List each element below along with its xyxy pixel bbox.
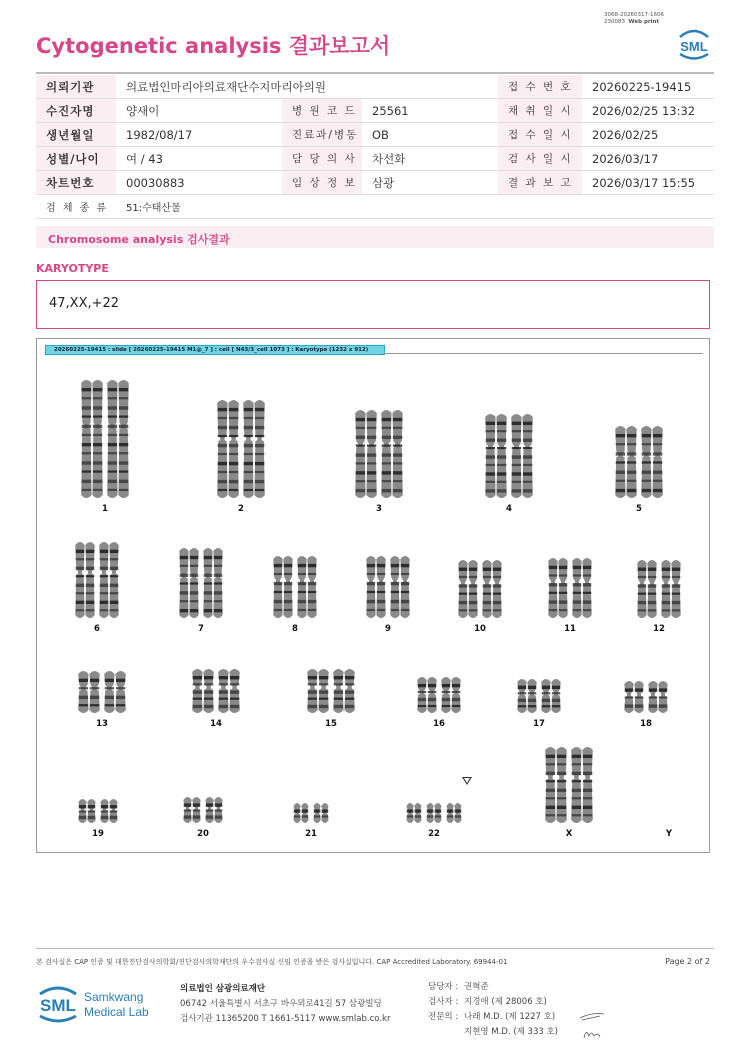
chromosome-2 [217, 400, 239, 498]
specimen-value: 51:수태산물 [116, 195, 714, 219]
info-label: 차트번호 [36, 171, 116, 195]
chromosome-label: 3 [376, 504, 382, 514]
chromosome-8 [273, 556, 292, 618]
chromosome-label: 12 [653, 624, 665, 634]
chromosome-label: 11 [564, 624, 576, 634]
chromosome-label: 19 [92, 829, 104, 839]
info-label: 채 취 일 시 [498, 99, 582, 123]
patient-info-table [36, 75, 714, 219]
organization-info: 의료법인 삼광의료재단 06742 서울특별시 서초구 바우뫼로41길 57 삼광빌딩 검사기관 11365200 T 1661-5117 www.smlab.co.kr [180, 984, 391, 1024]
info-label: 의뢰기관 [36, 75, 116, 99]
info-value: 의료법인마리아의료재단수지마리아의원 [116, 75, 498, 99]
info-label: 병 원 코 드 [282, 99, 362, 123]
image-caption-bar: 20260225-19415 : slide [ 20260225-19415 M1@_7 ] : cell [ N43/3_cell 1073 ] : Karyotype (1232 x 912) [45, 345, 385, 355]
page-title: Cytogenetic analysis 결과보고서 [36, 34, 391, 58]
svg-text:SML: SML [40, 996, 76, 1015]
info-value: 20260225-19415 [582, 75, 714, 99]
chromosome-label: 4 [506, 504, 512, 514]
chromosome-12 [661, 560, 680, 618]
chromosome-22 [446, 803, 461, 823]
info-row [36, 171, 714, 195]
chromosome-3 [355, 410, 377, 498]
chromosome-label: 9 [385, 624, 391, 634]
chromosome-22 [426, 803, 441, 823]
chromosome-1 [107, 380, 129, 498]
staff-entry: 지현영 M.D. (제 333 호) [464, 1027, 559, 1037]
chromosome-label: 14 [210, 719, 222, 729]
chromosome-2 [243, 400, 265, 498]
chromosome-15 [333, 669, 355, 713]
chromosome-label: 2 [238, 504, 244, 514]
chromosome-label: 18 [640, 719, 652, 729]
certification-text: 본 검사실은 CAP 인증 및 대한진단검사의학회/진단검사의학재단의 우수검사실 신임 인증을 받은 검사실입니다. CAP Accredited Laboratory. 69944-01 [36, 958, 508, 966]
info-value: 25561 [362, 99, 498, 123]
info-value: 여 / 43 [116, 147, 282, 171]
chromosome-label: 22 [428, 829, 440, 839]
chromosome-14 [218, 669, 240, 713]
info-value: OB [362, 123, 498, 147]
chromosome-18 [624, 681, 643, 713]
report-code: 3068-20260317-1606 230083 Web print [604, 12, 664, 25]
info-label: 생년월일 [36, 123, 116, 147]
info-label: 접 수 번 호 [498, 75, 582, 99]
info-label: 검 사 일 시 [498, 147, 582, 171]
chromosome-6 [75, 542, 94, 618]
signature-icon [578, 1010, 608, 1042]
staff-entry: 담당자 : 권혁준 [428, 982, 489, 992]
chromosome-5 [641, 426, 663, 498]
chromosome-15 [307, 669, 329, 713]
chromosome-11 [572, 558, 591, 618]
chromosome-label: 13 [96, 719, 108, 729]
chromosome-label: X [565, 829, 573, 839]
info-row [36, 147, 714, 171]
chromosome-20 [205, 797, 222, 823]
chromosome-label: 7 [198, 624, 204, 634]
chromosome-1 [81, 380, 103, 498]
info-label: 담 당 의 사 [282, 147, 362, 171]
karyogram [37, 339, 709, 852]
chromosome-17 [541, 679, 560, 713]
extra-chromosome-marker-icon [462, 777, 472, 785]
chromosome-19 [78, 799, 95, 823]
page-number: Page 2 of 2 [665, 957, 710, 966]
footer-divider [36, 948, 714, 949]
chromosome-12 [637, 560, 656, 618]
sml-logo [674, 27, 714, 61]
info-label: 임 상 정 보 [282, 171, 362, 195]
info-value: 삼광 [362, 171, 498, 195]
svg-text:Medical Lab: Medical Lab [84, 1005, 149, 1019]
chromosome-6 [99, 542, 118, 618]
chromosome-10 [482, 560, 501, 618]
chromosome-11 [548, 558, 567, 618]
chromosome-X [545, 747, 567, 823]
chromosome-8 [297, 556, 316, 618]
chromosome-label: 16 [433, 719, 445, 729]
staff-list [428, 980, 558, 1040]
chromosome-label: 8 [292, 624, 298, 634]
header-divider [36, 72, 714, 74]
info-value: 00030883 [116, 171, 282, 195]
chromosome-13 [78, 671, 100, 713]
chromosome-label: Y [665, 829, 673, 839]
chromosome-label: 17 [533, 719, 545, 729]
specimen-label: 검 체 종 류 [36, 195, 116, 219]
info-value: 2026/03/17 15:55 [582, 171, 714, 195]
chromosome-label: 5 [636, 504, 642, 514]
chromosome-label: 15 [325, 719, 337, 729]
chromosome-19 [100, 799, 117, 823]
chromosome-21 [313, 803, 328, 823]
staff-entry: 검사자 : 지경애 (제 28006 호) [428, 997, 547, 1007]
info-value: 2026/03/17 [582, 147, 714, 171]
info-value: 2026/02/25 13:32 [582, 99, 714, 123]
info-row-specimen [36, 195, 714, 219]
svg-text:SML: SML [680, 39, 708, 54]
info-label: 진료과/병동 [282, 123, 362, 147]
info-value: 1982/08/17 [116, 123, 282, 147]
info-value: 2026/02/25 [582, 123, 714, 147]
chromosome-13 [104, 671, 126, 713]
chromosome-16 [417, 677, 436, 713]
chromosome-17 [517, 679, 536, 713]
chromosome-label: 21 [305, 829, 317, 839]
chromosome-7 [179, 548, 198, 618]
chromosome-18 [648, 681, 667, 713]
info-label: 수진자명 [36, 99, 116, 123]
karyotype-image [36, 338, 710, 853]
chromosome-label: 1 [102, 504, 108, 514]
samkwang-logo [36, 980, 166, 1026]
chromosome-20 [183, 797, 200, 823]
chromosome-22 [406, 803, 421, 823]
info-row [36, 75, 714, 99]
info-value: 차선화 [362, 147, 498, 171]
chromosome-4 [511, 414, 533, 498]
svg-text:Samkwang: Samkwang [84, 990, 144, 1004]
chromosome-3 [381, 410, 403, 498]
karyotype-result-box [36, 280, 710, 329]
chromosome-14 [192, 669, 214, 713]
chromosome-label: 10 [474, 624, 486, 634]
info-row [36, 123, 714, 147]
chromosome-16 [441, 677, 460, 713]
info-label: 성별/나이 [36, 147, 116, 171]
chromosome-9 [390, 556, 409, 618]
karyotype-title: KARYOTYPE [36, 262, 109, 275]
section-header: Chromosome analysis 검사결과 [36, 226, 714, 248]
staff-entry: 전문의 : 나래 M.D. (제 1227 호) [428, 1012, 556, 1022]
karyotype-result: 47,XX,+22 [49, 296, 120, 311]
chromosome-10 [458, 560, 477, 618]
info-value: 양새이 [116, 99, 282, 123]
chromosome-label: 6 [94, 624, 100, 634]
chromosome-7 [203, 548, 222, 618]
chromosome-X [571, 747, 593, 823]
chromosome-5 [615, 426, 637, 498]
info-label: 접 수 일 시 [498, 123, 582, 147]
chromosome-4 [485, 414, 507, 498]
chromosome-9 [366, 556, 385, 618]
chromosome-21 [293, 803, 308, 823]
info-row [36, 99, 714, 123]
chromosome-label: 20 [197, 829, 209, 839]
info-label: 결 과 보 고 [498, 171, 582, 195]
